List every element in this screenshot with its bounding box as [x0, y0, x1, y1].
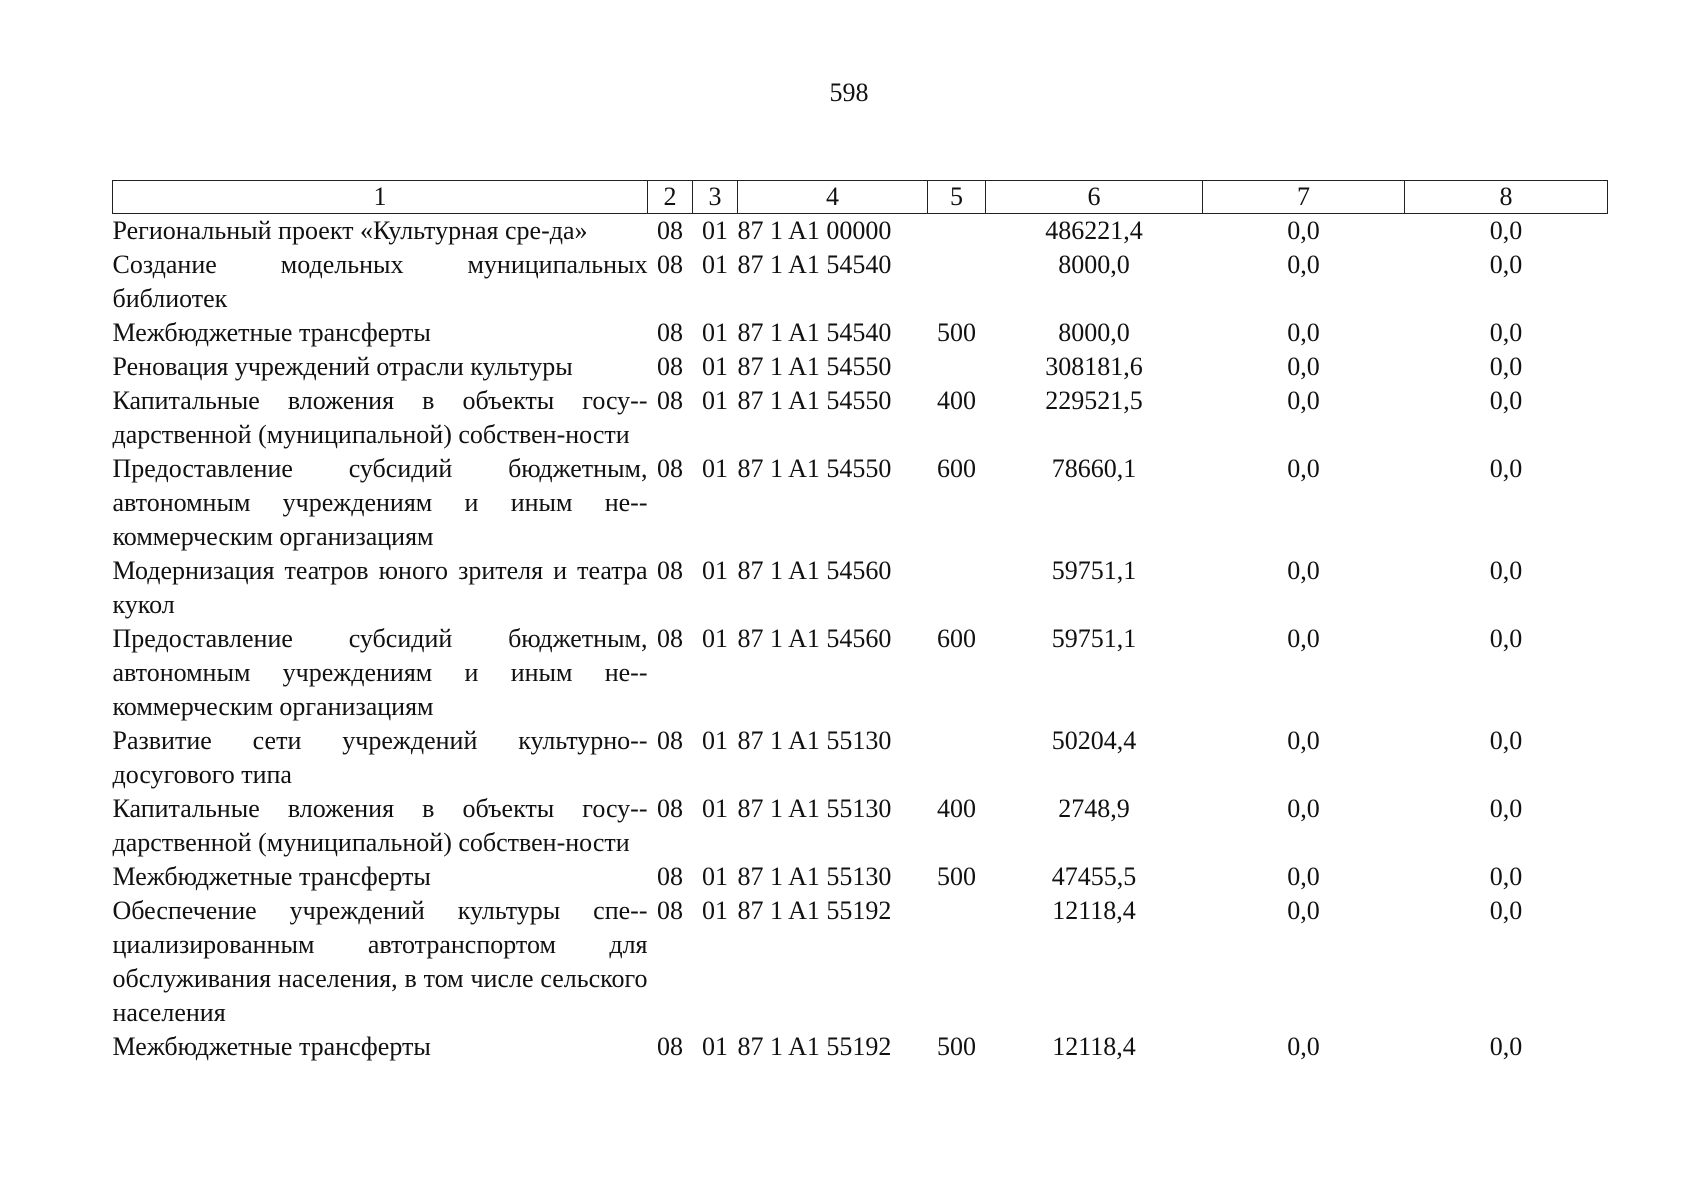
column-header-1: 1 — [113, 181, 648, 214]
table-row — [113, 1030, 1608, 1064]
amount-col-6: 47455,5 — [1051, 862, 1137, 891]
amount-col-7: 0,0 — [1287, 386, 1320, 415]
target-article-code: 87 1 A1 54560 — [737, 624, 892, 653]
amount-col-6: 12118,4 — [1052, 1032, 1136, 1061]
row-name: Предоставление субсидий бюджетным, автономным учреждениям и иным не-коммерческим организациям — [112, 624, 648, 721]
section-code: 08 — [657, 318, 683, 347]
section-code: 08 — [657, 454, 683, 483]
table-row — [113, 622, 1608, 724]
amount-col-6: 486221,4 — [1045, 216, 1143, 245]
row-name: Межбюджетные трансферты — [112, 318, 431, 347]
target-article-code: 87 1 A1 54550 — [737, 386, 892, 415]
column-header-5: 5 — [928, 181, 986, 214]
amount-col-6: 50204,4 — [1051, 726, 1137, 755]
subsection-code: 01 — [702, 1032, 728, 1061]
expense-type-code — [928, 214, 986, 249]
amount-col-8: 0,0 — [1489, 862, 1523, 891]
section-code: 08 — [657, 624, 683, 653]
table-row — [113, 350, 1608, 384]
subsection-code: 01 — [702, 726, 728, 755]
section-code: 08 — [657, 250, 683, 279]
section-code: 08 — [657, 556, 683, 585]
amount-col-6: 8000,0 — [1058, 318, 1130, 347]
target-article-code: 87 1 A1 00000 — [737, 216, 892, 245]
target-article-code: 87 1 A1 55130 — [737, 726, 892, 755]
target-article-code: 87 1 A1 54540 — [737, 318, 892, 347]
row-name: Предоставление субсидий бюджетным, автономным учреждениям и иным не-коммерческим организациям — [112, 454, 648, 551]
expense-type-code: 600 — [937, 624, 976, 653]
amount-col-8: 0,0 — [1489, 1032, 1523, 1061]
column-header-3: 3 — [693, 181, 738, 214]
target-article-code: 87 1 A1 54550 — [737, 454, 892, 483]
amount-col-8: 0,0 — [1489, 352, 1523, 381]
target-article-code: 87 1 A1 54560 — [737, 556, 892, 585]
table-row — [113, 860, 1608, 894]
target-article-code: 87 1 A1 54540 — [737, 250, 892, 279]
expense-type-code: 500 — [937, 862, 976, 891]
row-name: Развитие сети учреждений культурно-досугового типа — [112, 726, 648, 789]
amount-col-7: 0,0 — [1287, 1032, 1320, 1061]
subsection-code: 01 — [702, 896, 728, 925]
target-article-code: 87 1 A1 54550 — [737, 352, 892, 381]
subsection-code: 01 — [702, 624, 728, 653]
amount-col-7: 0,0 — [1287, 794, 1320, 823]
section-code: 08 — [657, 726, 683, 755]
amount-col-8: 0,0 — [1489, 318, 1523, 347]
amount-col-8: 0,0 — [1489, 794, 1523, 823]
amount-col-7: 0,0 — [1287, 216, 1320, 245]
amount-col-8: 0,0 — [1489, 624, 1523, 653]
subsection-code: 01 — [702, 386, 728, 415]
section-code: 08 — [657, 386, 683, 415]
table-row — [113, 554, 1608, 622]
table-row — [113, 724, 1608, 792]
target-article-code: 87 1 A1 55192 — [737, 896, 892, 925]
amount-col-7: 0,0 — [1287, 862, 1320, 891]
section-code: 08 — [657, 1032, 683, 1061]
target-article-code: 87 1 A1 55192 — [737, 1032, 892, 1061]
expense-type-code — [928, 724, 986, 792]
amount-col-8: 0,0 — [1489, 216, 1523, 245]
column-header-4: 4 — [738, 181, 928, 214]
expense-type-code: 400 — [937, 794, 976, 823]
amount-col-7: 0,0 — [1287, 454, 1320, 483]
amount-col-8: 0,0 — [1489, 896, 1523, 925]
amount-col-6: 78660,1 — [1051, 454, 1137, 483]
expense-type-code: 600 — [937, 454, 976, 483]
column-header-6: 6 — [986, 181, 1203, 214]
subsection-code: 01 — [702, 454, 728, 483]
table-row — [113, 248, 1608, 316]
budget-table — [112, 180, 1608, 1064]
table-row — [113, 214, 1608, 249]
expense-type-code: 400 — [937, 386, 976, 415]
section-code: 08 — [657, 794, 683, 823]
amount-col-7: 0,0 — [1287, 624, 1320, 653]
row-name: Капитальные вложения в объекты госу-дарственной (муниципальной) собствен-ности — [112, 386, 648, 449]
table-row — [113, 894, 1608, 1030]
amount-col-6: 8000,0 — [1058, 250, 1130, 279]
target-article-code: 87 1 A1 55130 — [737, 862, 892, 891]
amount-col-6: 59751,1 — [1051, 556, 1137, 585]
row-name: Модернизация театров юного зрителя и театра кукол — [112, 556, 648, 619]
column-header-2: 2 — [648, 181, 693, 214]
amount-col-7: 0,0 — [1287, 250, 1320, 279]
expense-type-code — [928, 894, 986, 1030]
subsection-code: 01 — [702, 794, 728, 823]
section-code: 08 — [657, 896, 683, 925]
expense-type-code — [928, 248, 986, 316]
column-header-8: 8 — [1405, 181, 1608, 214]
row-name: Создание модельных муниципальных библиотек — [112, 250, 648, 313]
subsection-code: 01 — [702, 862, 728, 891]
amount-col-8: 0,0 — [1489, 386, 1523, 415]
amount-col-7: 0,0 — [1287, 726, 1320, 755]
amount-col-6: 229521,5 — [1045, 386, 1143, 415]
section-code: 08 — [657, 216, 683, 245]
column-header-7: 7 — [1203, 181, 1405, 214]
amount-col-7: 0,0 — [1287, 556, 1320, 585]
amount-col-6: 308181,6 — [1045, 352, 1143, 381]
page-number: 598 — [829, 78, 869, 107]
row-name: Обеспечение учреждений культуры спе-циализированным автотранспортом для обслуживания населения, в том числе сельского населения — [112, 896, 648, 1027]
subsection-code: 01 — [702, 318, 728, 347]
expense-type-code — [928, 350, 986, 384]
table-row — [113, 792, 1608, 860]
amount-col-6: 2748,9 — [1058, 794, 1130, 823]
amount-col-8: 0,0 — [1489, 250, 1523, 279]
row-name: Реновация учреждений отрасли культуры — [112, 352, 573, 381]
subsection-code: 01 — [702, 216, 728, 245]
table-row — [113, 316, 1608, 350]
expense-type-code: 500 — [937, 1032, 976, 1061]
table-row — [113, 384, 1608, 452]
amount-col-6: 59751,1 — [1051, 624, 1137, 653]
expense-type-code — [928, 554, 986, 622]
subsection-code: 01 — [702, 556, 728, 585]
header-row — [113, 181, 1608, 214]
target-article-code: 87 1 A1 55130 — [737, 794, 892, 823]
amount-col-7: 0,0 — [1287, 352, 1320, 381]
row-name: Региональный проект «Культурная сре-да» — [112, 216, 588, 245]
amount-col-7: 0,0 — [1287, 318, 1320, 347]
table-row — [113, 452, 1608, 554]
amount-col-7: 0,0 — [1287, 896, 1320, 925]
row-name: Капитальные вложения в объекты госу-дарственной (муниципальной) собствен-ности — [112, 794, 648, 857]
row-name: Межбюджетные трансферты — [112, 862, 431, 891]
amount-col-8: 0,0 — [1489, 454, 1523, 483]
section-code: 08 — [657, 862, 683, 891]
section-code: 08 — [657, 352, 683, 381]
row-name: Межбюджетные трансферты — [112, 1032, 431, 1061]
amount-col-6: 12118,4 — [1052, 896, 1136, 925]
amount-col-8: 0,0 — [1489, 726, 1523, 755]
amount-col-8: 0,0 — [1489, 556, 1523, 585]
expense-type-code: 500 — [937, 318, 976, 347]
subsection-code: 01 — [702, 352, 728, 381]
subsection-code: 01 — [702, 250, 728, 279]
